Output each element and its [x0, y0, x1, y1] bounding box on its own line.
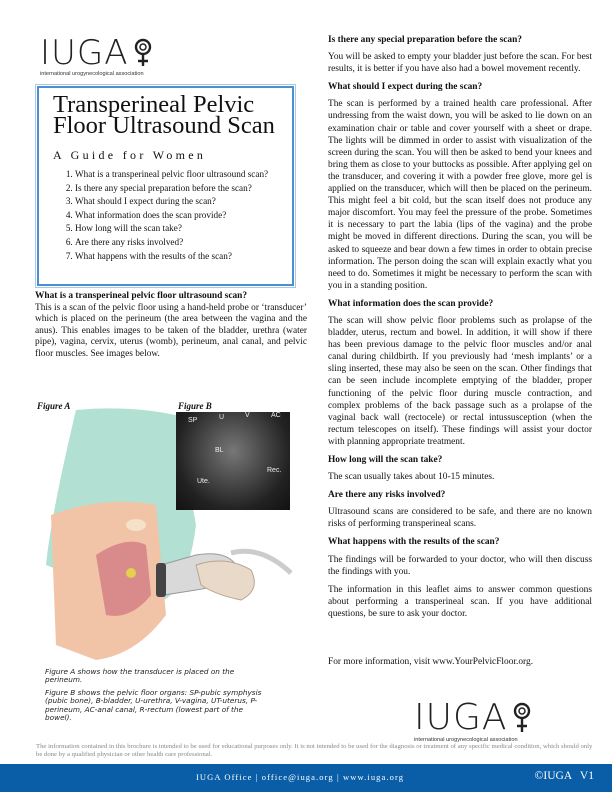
figure-a-label: Figure A — [37, 401, 71, 411]
section-heading: What should I expect during the scan? — [328, 82, 483, 93]
iuga-logo-bottom — [414, 697, 532, 743]
logo-tagline: international urogynecological association — [414, 737, 518, 743]
section-body: The findings will be forwarded to your doctor, who will then discuss the findings with you. — [328, 554, 592, 577]
figure-captions — [45, 668, 270, 726]
intro-section — [35, 291, 307, 361]
toc-item: 3. What should I expect during the scan? — [75, 195, 278, 209]
us-label: SP — [188, 417, 198, 424]
us-label: U — [219, 414, 225, 421]
caption-b: Figure B shows the pelvic floor organs: SP-pubic symphysis (pubic bone), B-bladder, U-urethra, V-vagina, UT-uterus, P-perineum, AC-anal canal, R-rectum (lowest part of the bowel). — [45, 687, 262, 723]
venus-icon — [133, 36, 153, 70]
section-results — [328, 536, 592, 620]
section-expect — [328, 81, 592, 292]
us-label: Rec. — [267, 467, 282, 474]
section-information — [328, 298, 592, 448]
caption-a: Figure A shows how the transducer is placed on the perineum. — [45, 667, 235, 685]
figure-b-ultrasound — [176, 412, 290, 510]
section-body: The information in this leaflet aims to answer common questions about performing a transperineal scan. If you have additional questions, be sure to ask your doctor. — [328, 584, 592, 619]
section-body: You will be asked to empty your bladder just before the scan. For best results, it is better if you have also had a bowel movement recently. — [328, 52, 592, 75]
section-body: The scan will show pelvic floor problems such as prolapse of the bladder, uterus, rectum and bowel. In addition, it will show if there has been previous damage to the pelvic floor muscles and/or anal canal during childbirth. If you previously had ‘mesh implants’ or a sling inserted, these may also be seen on the scan. Other findings that can be seen include incomplete emptying of the bladder, proper functioning of the pelvic floor during muscle contraction, and complex problems of the back passage such as a prolapse of the vaginal back wall (rectocele) or rectal intussusception (when the rectum telescopes on itself). These findings will assist your doctor with planning appropriate treatment. — [328, 315, 592, 447]
toc-item: 2. Is there any special preparation before the scan? — [75, 182, 278, 196]
footer-copyright: ©IUGA V1 — [534, 770, 594, 782]
toc-item: 5. How long will the scan take? — [75, 222, 278, 236]
section-heading: Is there any special preparation before the scan? — [328, 35, 522, 45]
section-heading: What information does the scan provide? — [328, 298, 494, 309]
section-body: The scan usually takes about 10-15 minutes. — [328, 472, 495, 483]
section-preparation — [328, 34, 592, 75]
us-label: BL — [215, 447, 224, 454]
section-body: Ultrasound scans are considered to be safe, and there are no known risks of performing transperineal scans. — [328, 507, 592, 530]
page-title: Transperineal Pelvic Floor Ultrasound Scan — [53, 91, 275, 139]
section-body: The scan is performed by a trained health care professional. After undressing from the waist down, you will be asked to lie down on an examination chair or table and cover yourself with a sheet or drape. The lights will be dimmed in order to assist with visualization of the screen during the scan. You will then be asked to bend your knees and bring them as close to your buttocks as possible. After applying gel on the transducer, and covering it with a powder free glove, more gel is applied on the transducer, which will then be placed on the perineum. This might feel a bit cold, but the scan itself does not produce any major discomfort. You may feel the pressure of the probe. Sometimes it is necessary to part the labia (lips of the vagina) and the probe might be moved in different directions. During the scan, you will be asked to squeeze and bear down a few times in order to obtain precise information. The person doing the scan will explain exactly what you need to do. Sometimes it might be necessary to perform the scan with you in a standing position. — [328, 99, 592, 291]
footer-contact: IUGA Office | office@iuga.org | www.iuga.org — [196, 772, 405, 782]
title-box — [37, 86, 294, 286]
footer-bar — [0, 764, 612, 792]
us-label: AC — [271, 412, 281, 419]
section-heading: Are there any risks involved? — [328, 490, 446, 501]
figure-b-label: Figure B — [178, 401, 212, 411]
logo-tagline: international urogynecological association — [40, 71, 144, 77]
section-heading: What is a transperineal pelvic floor ultrasound scan? — [35, 291, 248, 301]
logo-wordmark: IUGA — [414, 697, 508, 738]
section-risks — [328, 489, 592, 530]
toc-item: 4. What information does the scan provide? — [75, 209, 278, 223]
logo-wordmark: IUGA — [40, 33, 129, 73]
us-label: V — [245, 412, 250, 419]
toc-item: 6. Are there any risks involved? — [75, 236, 278, 250]
venus-icon — [512, 700, 532, 736]
us-label: Ute. — [197, 478, 210, 485]
section-heading: What happens with the results of the scan? — [328, 537, 500, 548]
right-column — [328, 34, 592, 626]
disclaimer: The information contained in this brochure is intended to be used for educational purposes only. It is not intended to be used for the diagnosis or treatment of any specific medical condition, which should only be done by a qualified physician or other health care professional. — [36, 743, 593, 758]
page-subtitle: A Guide for Women — [53, 148, 207, 162]
table-of-contents — [75, 168, 278, 263]
toc-item: 1. What is a transperineal pelvic floor ultrasound scan? — [75, 168, 278, 182]
section-body: This is a scan of the pelvic floor using a hand-held probe or ‘transducer’ which is placed on the perineum (the area between the vagina and the anus). This enables images to be taken of the bladder, urethra (water pipe), vagina, cervix, uterus (womb), perineum, anal canal, and pelvic floor muscles. See images below. — [35, 302, 307, 359]
section-heading: How long will the scan take? — [328, 455, 443, 465]
more-info-link[interactable]: For more information, visit www.YourPelvicFloor.org. — [328, 657, 534, 667]
iuga-logo-top — [40, 33, 153, 77]
toc-item: 7. What happens with the results of the scan? — [75, 250, 278, 264]
section-duration — [328, 454, 592, 483]
